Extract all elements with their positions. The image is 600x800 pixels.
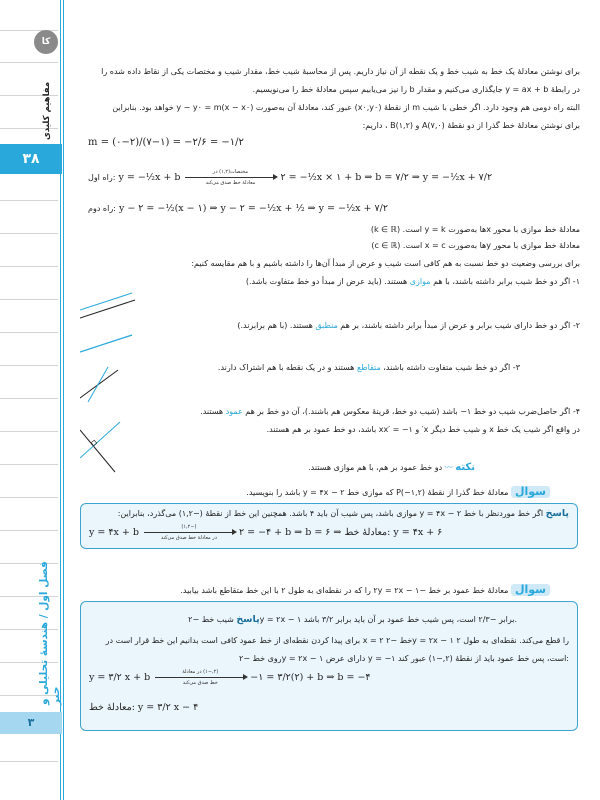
answer-1-line [118, 508, 569, 520]
case-text: هستند. [200, 407, 226, 416]
arrow-top-label: (−۱,۲) [181, 524, 197, 530]
margin-rule [0, 266, 58, 267]
margin-rule [0, 497, 58, 498]
intro-text: در رابطهٔ y = ax + b جایگذاری می‌کنیم و مقدار b را نیز می‌یابیم سپس معادلهٔ خط را می‌نویسیم. [252, 85, 580, 94]
way2-label: راه دوم: [88, 204, 116, 213]
slope-equation: m = (۰−۲)/(۷−۱) = −۲/۶ = −۱/۲ [88, 137, 244, 148]
margin-divider [63, 0, 64, 800]
compare-intro: برای بررسی وضعیت دو خط نسبت به هم کافی است شیب و عرض از مبدأ آن‌ها را داشته باشیم و با هم مقایسه کنیم: [191, 259, 580, 268]
arrow-bottom-label: خط صدق می‌کند [182, 680, 218, 686]
intersecting-lines-diagram [80, 367, 118, 402]
answer-1-equation [89, 524, 443, 541]
case-text: هستند. (با هم برابرند.) [237, 321, 316, 330]
answer-label: پاسخ [236, 614, 260, 625]
parallel-y-rule: معادلهٔ خط موازی با محور yها به‌صورت x = c است. (c ∈ ℝ) [371, 241, 580, 250]
way1-label: راه اول: [88, 173, 116, 182]
substitution-arrow [144, 524, 234, 541]
answer-2-line [188, 614, 517, 626]
answer-box-1 [80, 503, 578, 549]
case-perpendicular-detail: در واقع اگر شیب یک خط x و شیب خط دیگر x′ و xx′ = −۱ باشد، دو خط عمود بر هم هستند. [266, 425, 580, 434]
margin-rule [0, 761, 58, 762]
arrow-top-label: (۲,−۱) در معادلهٔ [182, 669, 219, 675]
eq-part: y = ۳/۲ x + b [89, 672, 151, 683]
question-label: سوال [511, 486, 550, 498]
answer-label: پاسخ [545, 508, 569, 519]
chapter-number: ۳ [0, 712, 62, 734]
answer-box-2 [80, 601, 578, 731]
chapter-label: فصل اول / هندسهٔ تحلیلی و جبر [38, 561, 62, 705]
way2-equation [88, 203, 388, 214]
intro-text: البته راه دومی هم وجود دارد. اگر خطی با شیب m از نقطهٔ (x۰,y۰) عبور کند، معادلهٔ آن به‌صورت y − y۰ = m(x − x۰) خواهد بود. بنابراین [112, 103, 580, 112]
answer-2-line: برای پیدا کردن نقطه‌ای از خط عمود کافی است بدانیم این خط قرار است در x = ۲ خط −۲y = ۲x − ۱ را قطع می‌کند. نقطه‌ای به طول ۲ [105, 636, 569, 645]
line-diagrams [80, 280, 160, 480]
question-text: معادلهٔ خط گذرا از نقطهٔ P(−۱,۲) که موازی خط y = ۴x − ۲ باشد را بنویسید. [246, 488, 509, 497]
margin-rule [0, 200, 58, 201]
case-text: هستند. (باید عرض از مبدأ دو خط متفاوت باشد.) [245, 277, 410, 286]
margin-rule [0, 431, 58, 432]
eq-result: معادلهٔ خط: y = ۴x + ۶ [344, 527, 443, 538]
answer-text: اگر خط موردنظر با خط y = ۴x − ۲ موازی باشد، پس شیب آن باید ۴ باشد. همچنین این خط از نقطهٔ (−۱,۲) می‌گذرد، بنابراین: [117, 509, 544, 518]
margin-rule [0, 365, 58, 366]
answer-2-line: روی خط −۲y = ۲x − ۱ دارای عرض y = −۱ است، پس خط عمود باید از نقطهٔ (۲,−۱) عبور کند: [239, 654, 569, 663]
case-keyword: عمود [225, 407, 243, 416]
page-number: ۳۸ [0, 144, 62, 174]
margin-rule [0, 398, 58, 399]
question-1 [246, 486, 550, 499]
way1-eq-b: ۲ = −½x × ۱ + b ⇒ b = ۷/۲ ⇒ y = −½x + ۷/۲ [280, 172, 493, 183]
way1-equation [88, 169, 493, 186]
coincident-lines-diagram [80, 335, 132, 352]
substitution-arrow [155, 669, 245, 686]
eq-part: ۲ = −۴ + b ⇒ b = ۶ ⇒ [238, 527, 342, 538]
intro-text: برای نوشتن معادلهٔ یک خط به شیب خط و یک نقطه از آن نیاز داریم. پس از محاسبهٔ شیب خط، مقدار شیب و مختصات یکی از نقاط داده شده را [101, 67, 580, 76]
publisher-logo: کا [34, 30, 58, 54]
margin-rule [0, 530, 58, 531]
perpendicular-lines-diagram [80, 422, 120, 472]
case-text: هستند و در یک نقطه با هم اشتراک دارند. [217, 363, 357, 372]
case-text: ۴- اگر حاصل‌ضرب شیب دو خط ۱− باشد (شیب دو خط، قرینهٔ معکوس هم باشند.)، آن دو خط بر هم [242, 407, 580, 416]
case-text: ۳- اگر دو خط شیب متفاوت داشته باشند، [380, 363, 520, 372]
case-keyword: متقاطع [356, 363, 381, 372]
way2-eq: y − ۲ = −½(x − ۱) ⇒ y − ۲ = −½x + ½ ⇒ y = −½x + ۷/۲ [118, 203, 388, 214]
note-text: دو خط عمود بر هم، با هم موازی هستند. [308, 463, 443, 472]
margin-rule [0, 332, 58, 333]
note-label: نکته [455, 462, 475, 473]
case-text: ۱- اگر دو خط شیب برابر داشته باشند، با هم [430, 277, 580, 286]
margin-rule [0, 299, 58, 300]
question-2 [180, 584, 550, 597]
case-keyword: منطبق [315, 321, 338, 330]
answer-2-result: معادلهٔ خط: y = ۳/۲ x − ۴ [89, 702, 199, 713]
arrow-bottom-label: در معادلهٔ خط صدق می‌کند [160, 535, 217, 541]
case-parallel [246, 276, 580, 288]
intro-text: برای نوشتن معادلهٔ خط گذرا از دو نقطهٔ A(۷,۰) و B(۱,۲) ، داریم: [362, 121, 580, 130]
arrow-bottom-label: معادلهٔ خط صدق می‌کند [205, 180, 256, 186]
question-text: معادلهٔ خط عمود بر خط −۲y = ۲x − ۱ را که در نقطه‌ای به طول ۲ با این خط متقاطع باشد بیابید. [180, 586, 509, 595]
note [308, 462, 475, 474]
margin-rule [0, 62, 58, 63]
question-label: سوال [511, 584, 550, 596]
eq-part: y = ۴x + b [89, 527, 139, 538]
case-perpendicular [200, 406, 580, 418]
parallel-lines-diagram [80, 293, 135, 318]
parallel-x-rule: معادلهٔ خط موازی با محور xها به‌صورت y = k است. (k ∈ ℝ) [370, 225, 580, 234]
arrow-top-label: مختصات(۱,۲) در [212, 169, 249, 175]
case-text: ۲- اگر دو خط دارای شیب برابر و عرض از مبدأ برابر داشته باشند، بر هم [337, 321, 580, 330]
substitution-arrow [185, 169, 275, 186]
margin-rule [0, 464, 58, 465]
case-intersecting [218, 362, 520, 374]
case-keyword: موازی [409, 277, 431, 286]
way1-eq-a: y = −½x + b [118, 172, 181, 183]
answer-text: شیب خط −۲y = ۲x − ۱ برابر −۲/۳ است، پس شیب خط عمود بر آن باید برابر ۳/۲ باشد. [188, 615, 517, 624]
section-label: مفاهیم کلیدی [42, 81, 52, 140]
case-coincident [237, 320, 580, 332]
answer-2-equation [89, 669, 371, 686]
eq-part: −۱ = ۳/۲(۲) + b ⇒ b = −۴ [250, 672, 371, 683]
note-squiggle-icon: 〰 [444, 463, 453, 472]
margin-rule [0, 233, 58, 234]
